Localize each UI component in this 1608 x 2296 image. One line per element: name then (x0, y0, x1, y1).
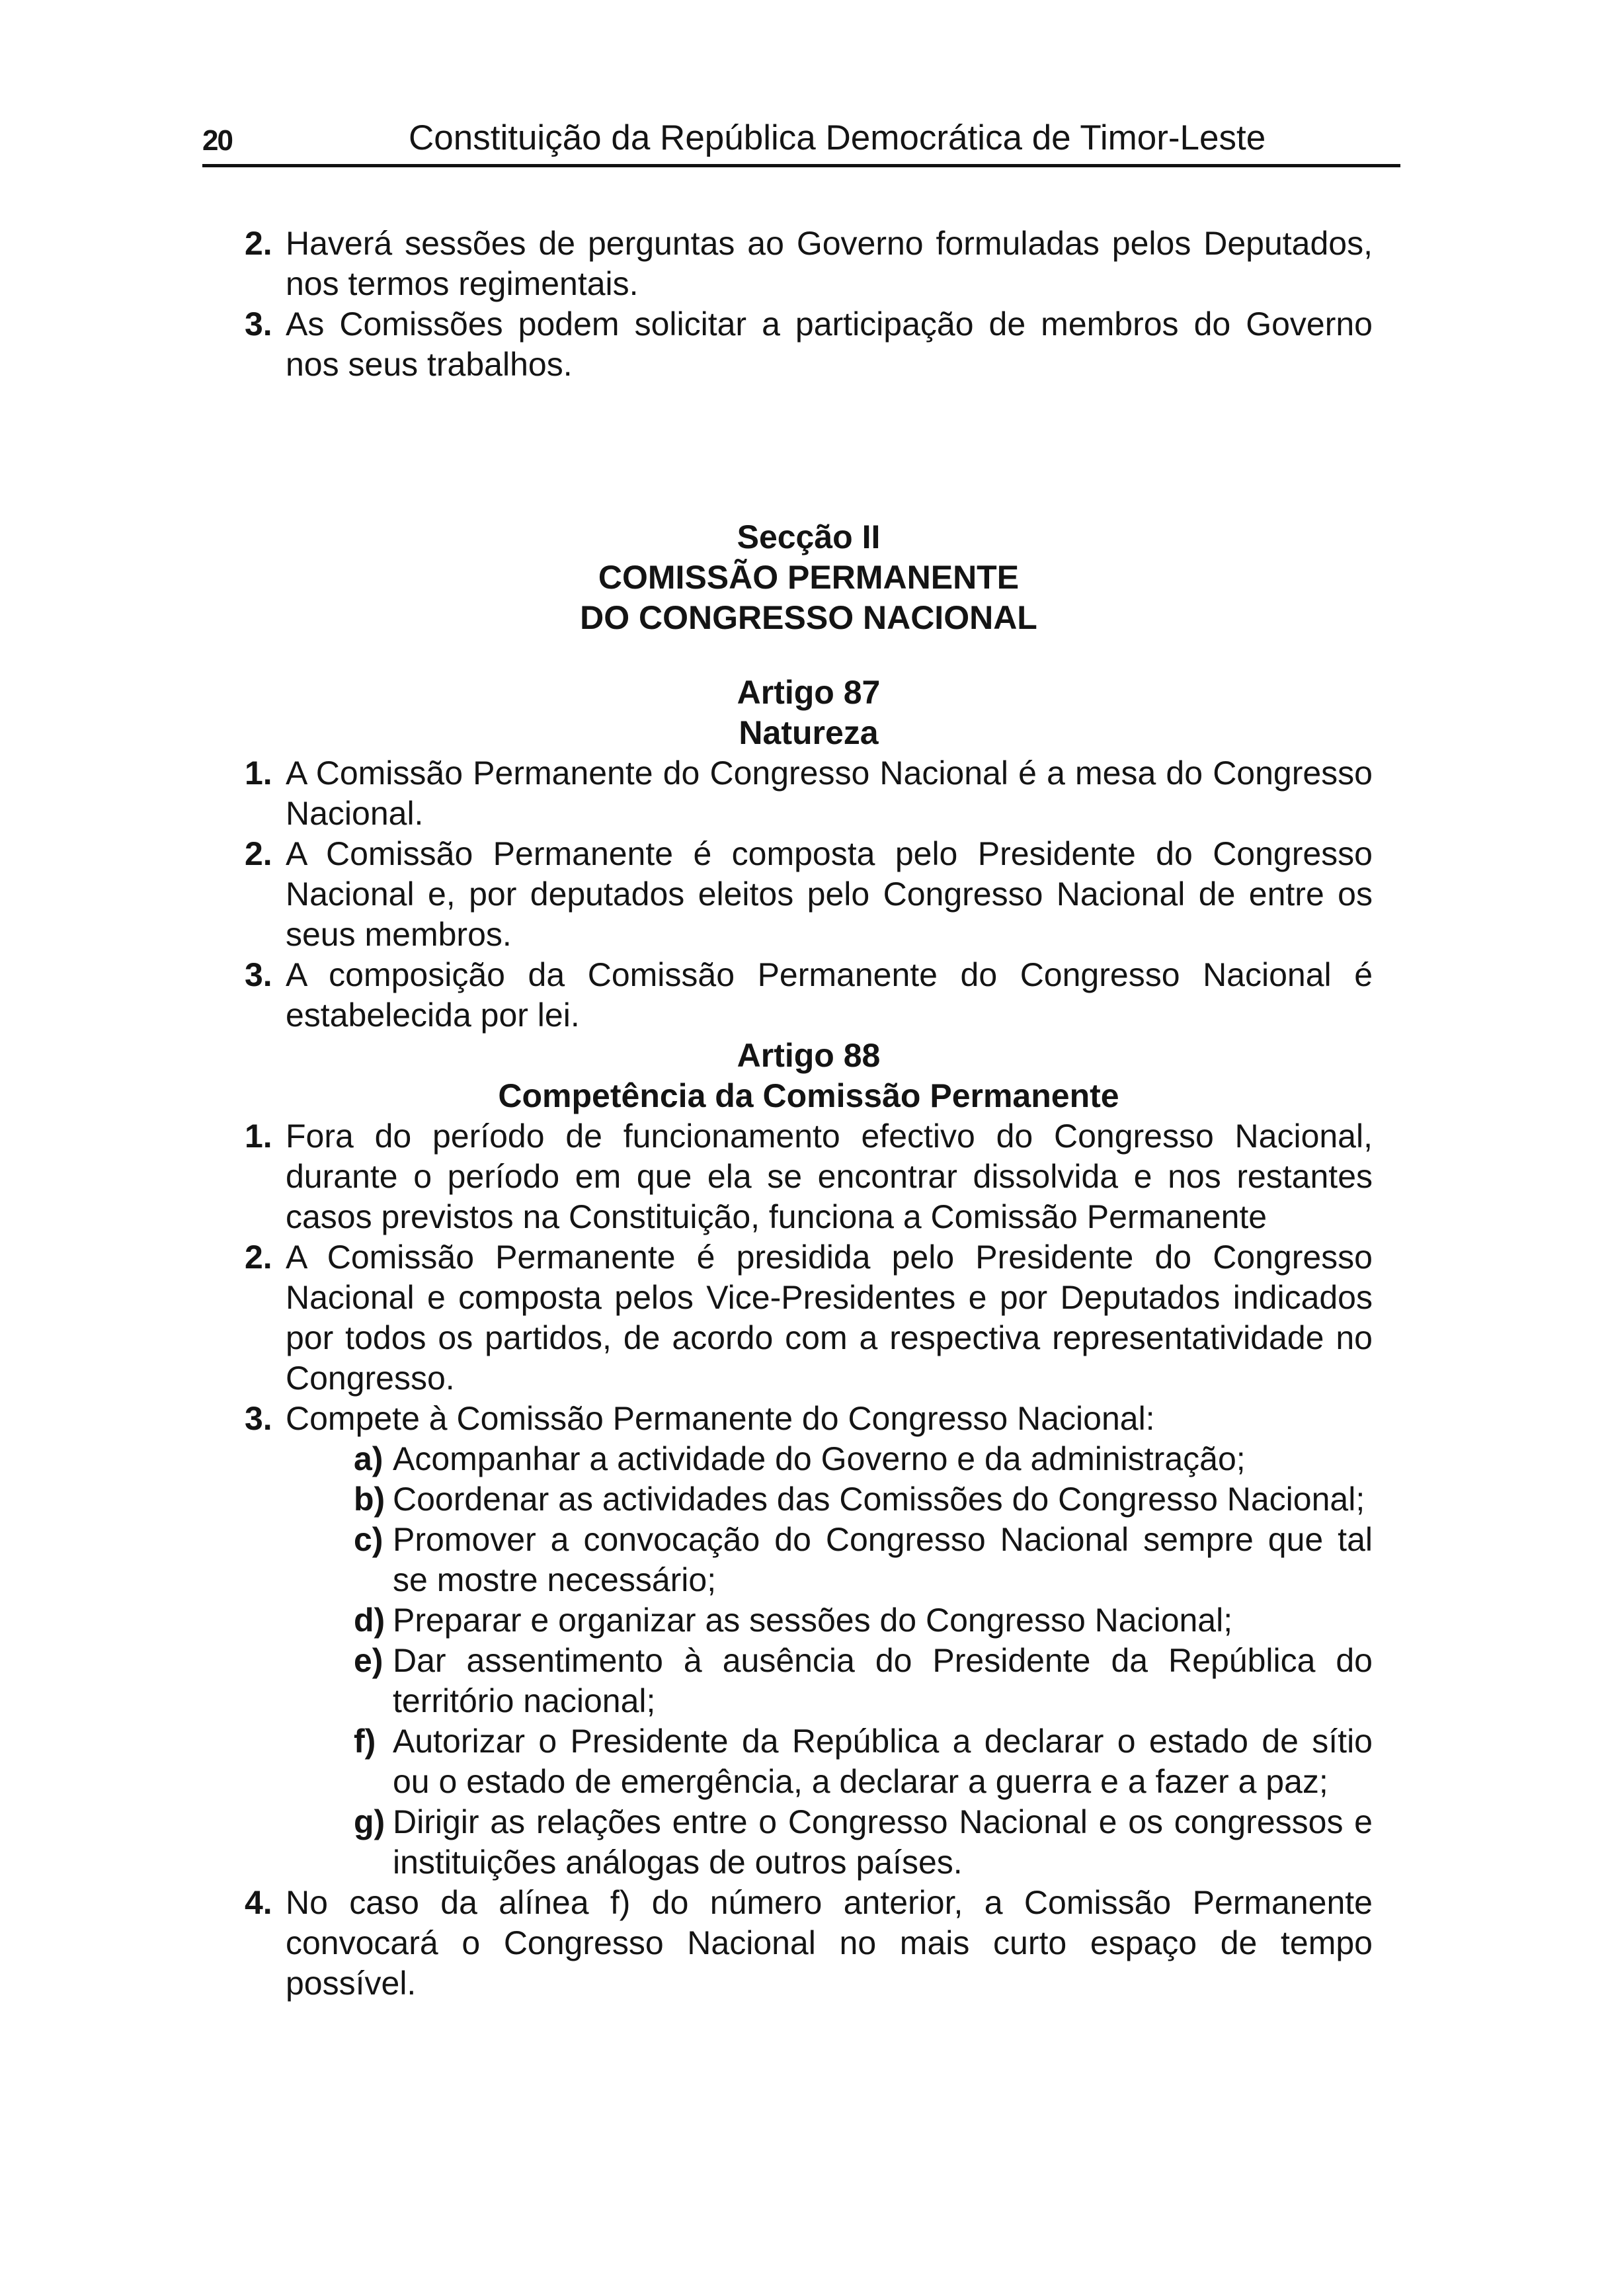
section-title-line2: DO CONGRESSO NACIONAL (580, 599, 1037, 636)
sub-list-item (354, 1479, 1373, 1520)
item-number: 2. (245, 1239, 272, 1276)
item-text: Compete à Comissão Permanente do Congresso Nacional: (286, 1400, 1155, 1437)
list-item (245, 834, 1373, 955)
list-item (245, 955, 1373, 1036)
sub-item-text: Autorizar o Presidente da República a declarar o estado de sítio ou o estado de emergência, a declarar a guerra e a fazer a paz; (393, 1723, 1373, 1800)
item-text: Haverá sessões de perguntas ao Governo formuladas pelos Deputados, nos termos regimentais. (286, 225, 1373, 302)
sub-list-item (354, 1520, 1373, 1600)
item-number: 1. (245, 755, 272, 792)
item-text: Fora do período de funcionamento efectivo do Congresso Nacional, durante o período em que ela se encontrar dissolvida e nos restantes casos previstos na Constituição, funciona a Comissão Permanente (286, 1118, 1373, 1235)
sub-item-letter: e) (354, 1642, 383, 1679)
sub-list-item (354, 1641, 1373, 1721)
list-item (245, 1883, 1373, 2004)
list-item (245, 1116, 1373, 1237)
article-87-label: Artigo 87 (737, 674, 881, 711)
section-label: Secção II (737, 518, 881, 555)
sub-item-text: Dirigir as relações entre o Congresso Nacional e os congressos e instituições análogas de outros países. (393, 1803, 1373, 1881)
item-text: As Comissões podem solicitar a participação de membros do Governo nos seus trabalhos. (286, 306, 1373, 383)
running-title: Constituição da República Democrática de Timor-Leste (409, 118, 1266, 157)
article-88-title: Competência da Comissão Permanente (498, 1077, 1119, 1114)
list-item (245, 304, 1373, 385)
item-number: 3. (245, 956, 272, 993)
item-text: No caso da alínea f) do número anterior, a Comissão Permanente convocará o Congresso Nacional no mais curto espaço de tempo possível. (286, 1884, 1373, 2002)
item-number: 3. (245, 306, 272, 343)
sub-item-letter: c) (354, 1521, 383, 1558)
item-number: 3. (245, 1400, 272, 1437)
section-heading (245, 517, 1373, 638)
page-header (202, 118, 1400, 167)
item-number: 4. (245, 1884, 272, 1921)
sub-item-text: Coordenar as actividades das Comissões do Congresso Nacional; (393, 1481, 1365, 1518)
article-88-label: Artigo 88 (737, 1037, 881, 1074)
sub-item-text: Acompanhar a actividade do Governo e da administração; (393, 1440, 1246, 1477)
sub-item-letter: g) (354, 1803, 385, 1840)
sub-item-letter: a) (354, 1440, 383, 1477)
item-text: A Comissão Permanente é composta pelo Presidente do Congresso Nacional e, por deputados eleitos pelo Congresso Nacional de entre os seus membros. (286, 835, 1373, 953)
section-title-line1: COMISSÃO PERMANENTE (598, 559, 1020, 596)
item-number: 1. (245, 1118, 272, 1155)
sub-list-item (354, 1721, 1373, 1802)
list-item (245, 1237, 1373, 1399)
item-text: A Comissão Permanente do Congresso Nacional é a mesa do Congresso Nacional. (286, 755, 1373, 832)
item-number: 2. (245, 835, 272, 872)
sub-list (354, 1439, 1373, 1883)
item-text: A composição da Comissão Permanente do Congresso Nacional é estabelecida por lei. (286, 956, 1373, 1034)
item-text: A Comissão Permanente é presidida pelo Presidente do Congresso Nacional e composta pelos Vice-Presidentes e por Deputados indicados por todos os partidos, de acordo com a respectiva representatividade no Congresso. (286, 1239, 1373, 1397)
article-87-title: Natureza (739, 714, 879, 751)
list-item (245, 1399, 1373, 1439)
sub-item-letter: d) (354, 1602, 385, 1639)
sub-item-letter: f) (354, 1723, 376, 1760)
sub-list-item (354, 1802, 1373, 1883)
page-number: 20 (202, 124, 232, 157)
sub-item-text: Dar assentimento à ausência do Presidente da República do território nacional; (393, 1642, 1373, 1719)
sub-item-text: Preparar e organizar as sessões do Congresso Nacional; (393, 1602, 1233, 1639)
page-content (245, 224, 1373, 2004)
sub-list-item (354, 1600, 1373, 1641)
item-number: 2. (245, 225, 272, 262)
list-item (245, 753, 1373, 834)
sub-item-letter: b) (354, 1481, 385, 1518)
sub-list-item (354, 1439, 1373, 1479)
list-item (245, 224, 1373, 304)
sub-item-text: Promover a convocação do Congresso Nacional sempre que tal se mostre necessário; (393, 1521, 1373, 1598)
